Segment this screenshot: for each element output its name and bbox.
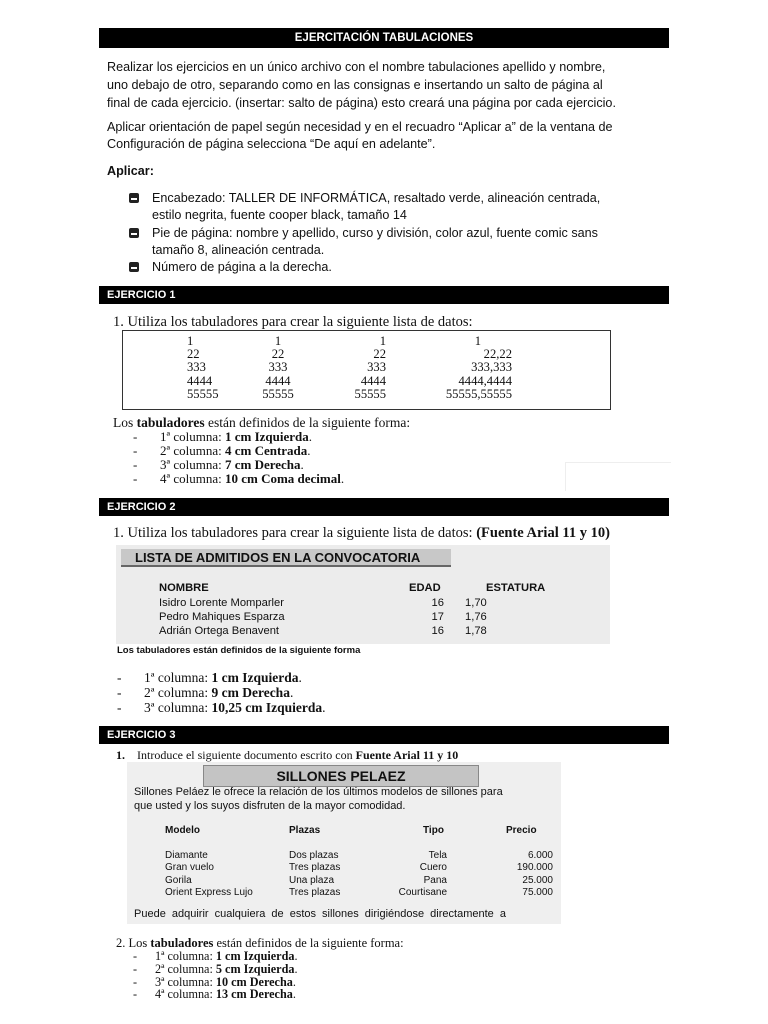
text: 2ª columna: bbox=[155, 961, 216, 976]
cell: Adrián Ortega Benavent bbox=[159, 625, 280, 637]
def-item bbox=[133, 472, 344, 486]
cell: 55555 bbox=[262, 386, 294, 401]
intro-paragraph-1 bbox=[107, 58, 667, 112]
cell: 1 bbox=[274, 334, 282, 348]
text-line: Realizar los ejercicios en un único archivo con el nombre tabulaciones apellido y nombre, bbox=[107, 60, 606, 74]
text: están definidos de la siguiente forma: bbox=[213, 936, 404, 950]
cell: Tela bbox=[428, 850, 447, 861]
dash: - bbox=[133, 457, 138, 472]
cell: Pedro Mahiques Esparza bbox=[159, 611, 285, 623]
cell: Courtisane bbox=[398, 886, 447, 898]
text: . bbox=[294, 949, 298, 963]
decorative-frame bbox=[565, 462, 671, 491]
cell: 22 bbox=[373, 347, 386, 362]
def-item bbox=[117, 685, 325, 700]
cell: Isidro Lorente Momparler bbox=[159, 597, 284, 609]
cell: 190.000 bbox=[516, 862, 553, 874]
cell: 333 bbox=[367, 360, 386, 375]
text-bold: 1 cm Izquierda bbox=[211, 670, 299, 685]
ex3-col-type bbox=[397, 850, 447, 899]
dash: - bbox=[133, 429, 138, 444]
def-item bbox=[117, 700, 325, 715]
ex2-defs-list bbox=[117, 670, 325, 715]
cell: Dos plazas bbox=[289, 850, 339, 861]
doc-title: SILLONES PELAEZ bbox=[203, 765, 479, 787]
cell: 25.000 bbox=[522, 874, 553, 886]
text-line: final de cada ejercicio. (insertar: salto de página) esto creará una página por cada ejercicio. bbox=[107, 96, 616, 110]
text: están definidos de la siguiente forma: bbox=[204, 415, 411, 430]
col-header-price: Precio bbox=[506, 825, 537, 836]
cell: 4444 bbox=[265, 373, 291, 388]
text: . bbox=[292, 987, 296, 1002]
cell: Pana bbox=[423, 874, 447, 886]
text: 2. Los bbox=[116, 936, 151, 950]
cell: 1 bbox=[187, 334, 194, 348]
bullet-line: Encabezado: TALLER DE INFORMÁTICA, resaltado verde, alineación centrada, bbox=[152, 191, 601, 205]
ex2-instruction bbox=[113, 525, 610, 542]
cell: Orient Express Lujo bbox=[165, 886, 253, 898]
text-line: Sillones Peláez le ofrece la relación de los últimos modelos de sillones para bbox=[134, 786, 503, 798]
text-bold: 10 cm Coma decimal bbox=[224, 471, 341, 486]
bullet-line: estilo negrita, fuente cooper black, tamaño 14 bbox=[152, 208, 407, 222]
ex3-instruction bbox=[116, 748, 458, 763]
cell: 16 bbox=[431, 597, 444, 609]
cell: 1 bbox=[379, 334, 386, 348]
cell: Una plaza bbox=[289, 874, 335, 886]
ex3-col-seats bbox=[289, 850, 340, 899]
cell: 4444,4444 bbox=[458, 373, 512, 388]
doc-footer: Puede adquirir cualquiera de estos sillones dirigiéndose directamente a bbox=[134, 908, 506, 920]
dash: - bbox=[117, 685, 122, 700]
cell: 75.000 bbox=[522, 886, 553, 898]
text: . bbox=[307, 443, 311, 458]
dash: - bbox=[133, 443, 138, 458]
text: 1ª columna: bbox=[155, 949, 216, 963]
cell: 22 bbox=[187, 347, 200, 362]
def-item bbox=[117, 670, 325, 685]
text: . bbox=[308, 429, 312, 444]
dash: - bbox=[133, 949, 138, 963]
cell: Tres plazas bbox=[289, 862, 341, 874]
bullet-icon bbox=[129, 193, 139, 203]
text-bold: Fuente Arial 11 y 10 bbox=[355, 748, 459, 762]
def-item bbox=[133, 430, 344, 444]
dash: - bbox=[117, 670, 122, 685]
section-header-ex1: EJERCICIO 1 bbox=[99, 286, 669, 304]
cell: 1 bbox=[474, 334, 481, 348]
cell: 55555 bbox=[187, 386, 219, 401]
cell: 333 bbox=[187, 360, 206, 375]
text: 1ª columna: bbox=[160, 429, 225, 444]
doc-intro bbox=[134, 785, 503, 813]
cell: 4444 bbox=[360, 373, 386, 388]
text-bold: 5 cm Izquierda bbox=[215, 961, 295, 976]
bullet-line: Pie de página: nombre y apellido, curso y división, color azul, fuente comic sans bbox=[152, 226, 598, 240]
ex1-defs-list bbox=[133, 430, 344, 486]
section-header-ex2: EJERCICIO 2 bbox=[99, 498, 669, 516]
cell: Diamante bbox=[165, 850, 208, 861]
col-header-age: EDAD bbox=[409, 582, 441, 594]
cell: 333 bbox=[268, 360, 288, 375]
ex2-example-image bbox=[116, 545, 610, 644]
text-bold: 1 cm Izquierda bbox=[224, 429, 309, 444]
text-line: uno debajo de otro, separando como en las consignas e insertando un salto de página al bbox=[107, 78, 603, 92]
text-line: Configuración de página selecciona “De aquí en adelante”. bbox=[107, 137, 436, 151]
cell: 1,70 bbox=[465, 597, 487, 609]
dash: - bbox=[133, 961, 138, 976]
dash: - bbox=[117, 700, 122, 715]
cell: 333,333 bbox=[471, 360, 512, 375]
text: 4ª columna: bbox=[155, 987, 216, 1002]
col-header-type: Tipo bbox=[423, 825, 444, 836]
text: . bbox=[294, 961, 298, 976]
text: 2ª columna: bbox=[160, 443, 225, 458]
text: . bbox=[298, 670, 302, 685]
bullet-line: tamaño 8, alineación centrada. bbox=[152, 243, 325, 257]
text-bold: (Fuente Arial 11 y 10) bbox=[476, 525, 610, 541]
dash: - bbox=[133, 987, 138, 1002]
intro-paragraph-2 bbox=[107, 119, 667, 153]
text-bold: 1 cm Izquierda bbox=[215, 949, 295, 963]
page-title: EJERCITACIÓN TABULACIONES bbox=[99, 28, 669, 48]
cell: 17 bbox=[431, 611, 444, 623]
text: Los bbox=[113, 415, 137, 430]
def-item bbox=[133, 444, 344, 458]
cell: 1,78 bbox=[465, 625, 487, 637]
cell: 4444 bbox=[187, 373, 213, 388]
text-bold: 1. bbox=[116, 748, 125, 762]
text: 3ª columna: bbox=[144, 700, 212, 715]
cell: 22 bbox=[271, 347, 285, 362]
ex3-col-price bbox=[493, 850, 553, 899]
list-title: LISTA DE ADMITIDOS EN LA CONVOCATORIA bbox=[121, 549, 451, 567]
cell: Gorila bbox=[165, 874, 192, 886]
ex2-note: Los tabuladores están definidos de la siguiente forma bbox=[117, 645, 361, 656]
section-header-ex3: EJERCICIO 3 bbox=[99, 726, 669, 744]
dash: - bbox=[133, 974, 138, 989]
text: . bbox=[340, 471, 345, 486]
ex1-column-4 bbox=[420, 335, 560, 401]
text: 2ª columna: bbox=[144, 685, 212, 700]
bullet-footer bbox=[131, 225, 671, 259]
text-line: Aplicar orientación de papel según necesidad y en el recuadro “Aplicar a” de la ventana de bbox=[107, 120, 613, 134]
text: . bbox=[300, 457, 304, 472]
ex3-col-model bbox=[165, 850, 253, 899]
text-bold: tabuladores bbox=[136, 415, 205, 430]
text-bold: 4 cm Centrada bbox=[224, 443, 308, 458]
ex3-example-image bbox=[127, 762, 561, 924]
cell: 55555 bbox=[354, 386, 386, 401]
text: 4ª columna: bbox=[160, 471, 225, 486]
text: . bbox=[289, 685, 294, 700]
col-header-name: NOMBRE bbox=[159, 582, 209, 594]
cell: 6.000 bbox=[527, 850, 553, 861]
cell: Cuero bbox=[419, 862, 447, 874]
cell: 55555,55555 bbox=[445, 386, 512, 401]
bullet-header bbox=[131, 190, 671, 224]
ex1-instruction: 1. Utiliza los tabuladores para crear la siguiente lista de datos: bbox=[113, 314, 473, 330]
dash: - bbox=[133, 471, 138, 486]
text-bold: 9 cm Derecha bbox=[211, 685, 290, 700]
text: Introduce el siguiente documento escrito con bbox=[137, 748, 356, 762]
cell: Gran vuelo bbox=[165, 862, 214, 874]
text-line: que usted y los suyos disfruten de la mayor comodidad. bbox=[134, 800, 406, 812]
text-bold: tabuladores bbox=[150, 936, 214, 950]
cell: 22,22 bbox=[483, 347, 512, 362]
def-item bbox=[133, 988, 298, 1001]
col-header-seats: Plazas bbox=[289, 825, 321, 836]
bullet-icon bbox=[129, 228, 139, 238]
def-item bbox=[133, 458, 344, 472]
text-bold: 7 cm Derecha bbox=[224, 457, 301, 472]
ex1-column-2 bbox=[246, 335, 310, 401]
col-header-height: ESTATURA bbox=[486, 582, 546, 594]
text: 3ª columna: bbox=[160, 457, 225, 472]
bullet-line: Número de página a la derecha. bbox=[152, 260, 332, 274]
ex3-defs-list bbox=[133, 950, 298, 1001]
bullet-page-number bbox=[131, 259, 671, 276]
bullet-icon bbox=[129, 262, 139, 272]
text-bold: 10,25 cm Izquierda bbox=[211, 700, 323, 715]
text: 3ª columna: bbox=[155, 974, 216, 989]
text: 1. Utiliza los tabuladores para crear la siguiente lista de datos: bbox=[113, 525, 477, 541]
text: . bbox=[292, 974, 296, 989]
col-header-model: Modelo bbox=[165, 825, 200, 836]
cell: 16 bbox=[431, 625, 444, 637]
cell: Tres plazas bbox=[289, 886, 341, 898]
ex1-column-3 bbox=[326, 335, 386, 401]
text: 1ª columna: bbox=[144, 670, 212, 685]
cell: 1,76 bbox=[465, 611, 487, 623]
text-bold: 13 cm Derecha bbox=[215, 987, 293, 1002]
text-bold: 10 cm Derecha bbox=[215, 974, 293, 989]
apply-label: Aplicar: bbox=[107, 164, 154, 178]
text: . bbox=[322, 700, 326, 715]
